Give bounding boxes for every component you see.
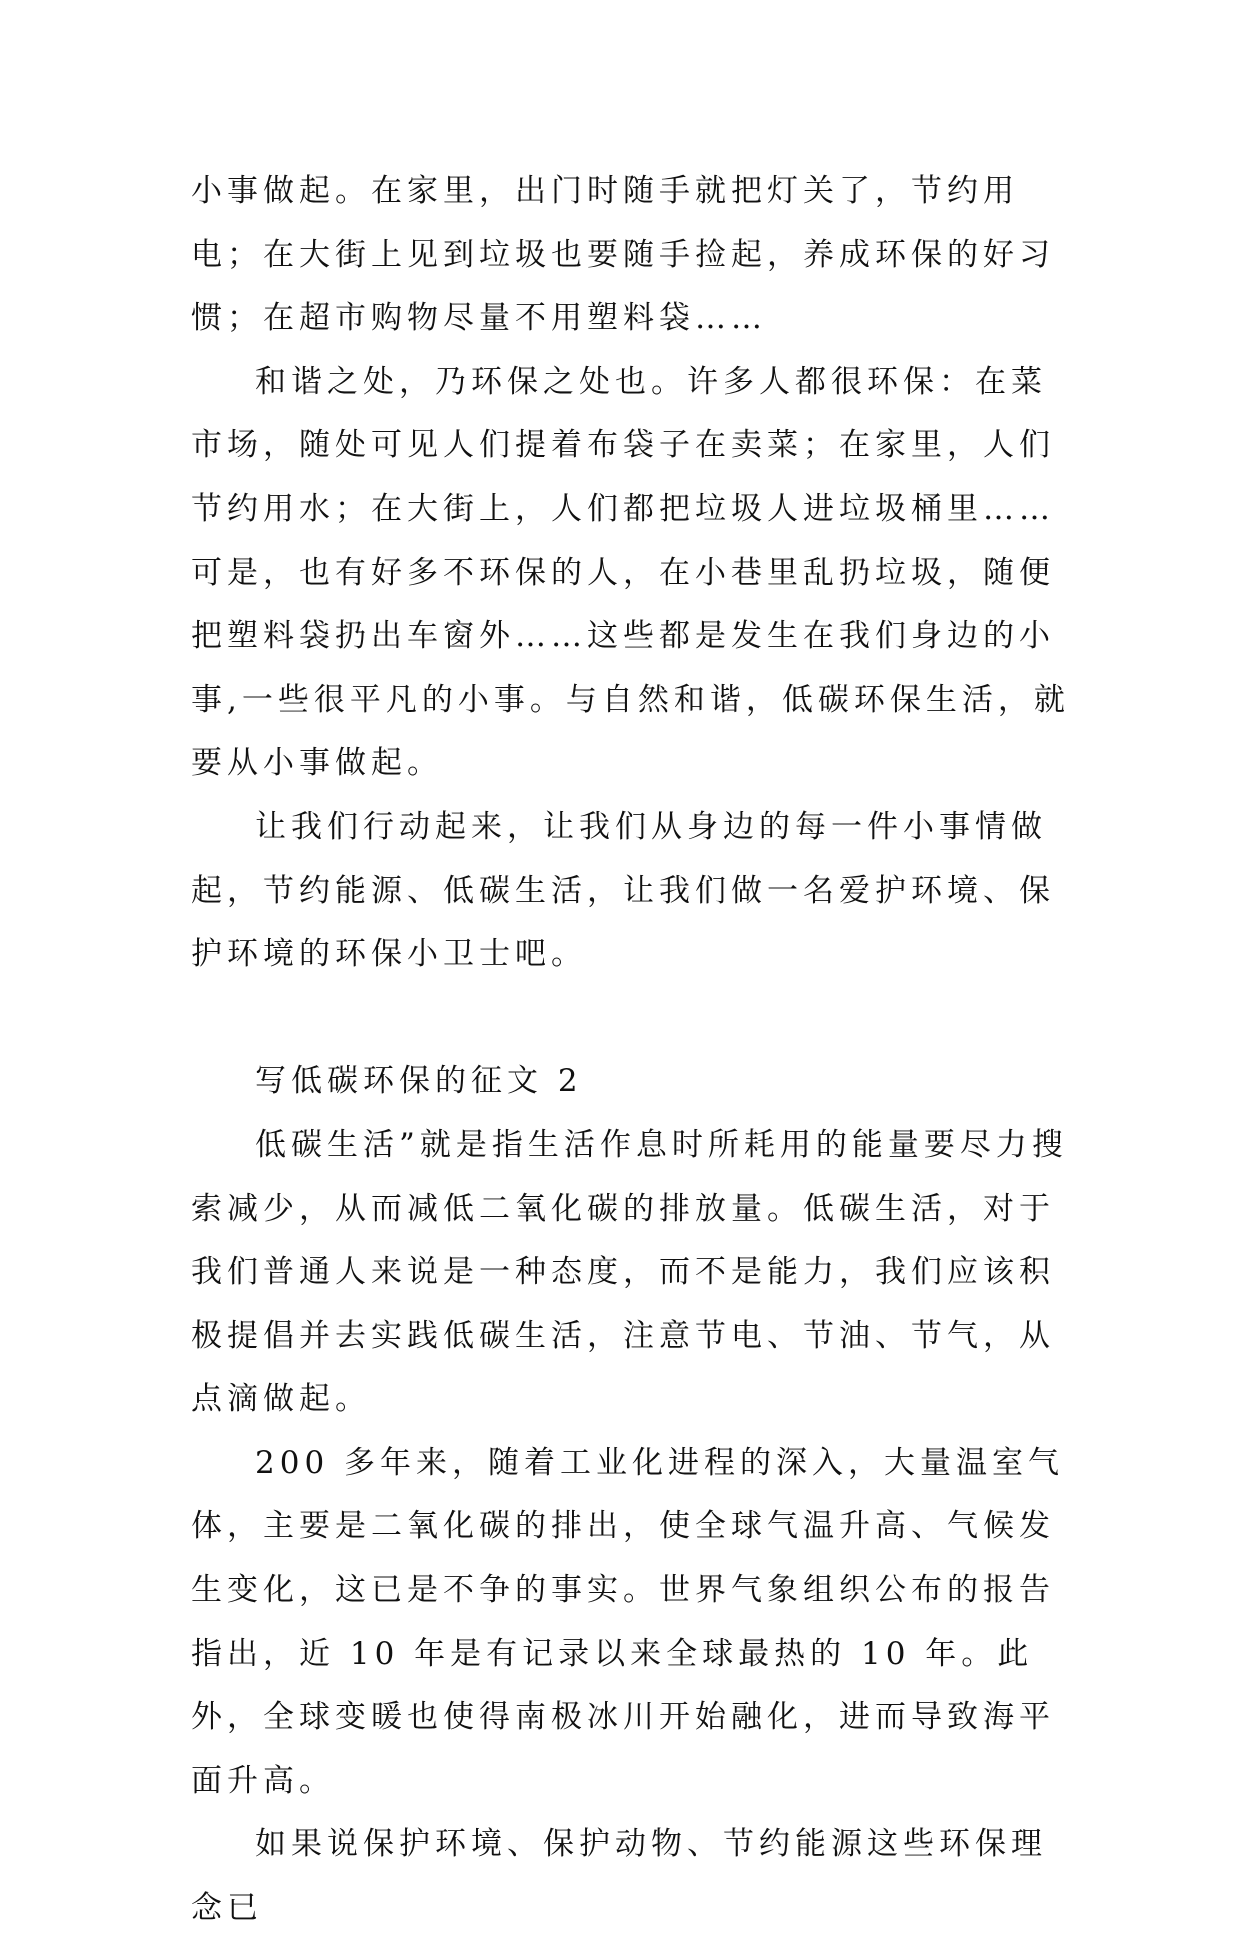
paragraph-environment-concepts: 如果说保护环境、保护动物、节约能源这些环保理念已 [191,1826,1047,1927]
section-spacer [191,987,1071,1051]
paragraph-low-carbon-definition: 低碳生活”就是指生活作息时所耗用的能量要尽力搜索减少，从而减低二氧化碳的排放量。低碳生活，对于我们普通人来说是一种态度，而不是能力，我们应该积极提倡并去实践低碳生活，注意节电、节油、节气，从点滴做起。 [191,1126,1068,1418]
paragraph-continuation: 小事做起。在家里，出门时随手就把灯关了，节约用电；在大街上见到垃圾也要随手捡起，养成环保的好习惯；在超市购物尽量不用塑料袋…… [191,173,1055,337]
paragraph-call-to-action: 让我们行动起来，让我们从身边的每一件小事情做起，节约能源、低碳生活，让我们做一名爱护环境、保护环境的环保小卫士吧。 [191,808,1055,973]
document-body [191,160,1071,1941]
section-heading: 写低碳环保的征文 2 [255,1063,583,1100]
paragraph-harmony: 和谐之处，乃环保之处也。许多人都很环保：在菜市场，随处可见人们提着布袋子在卖菜；在家里，人们节约用水；在大街上，人们都把垃圾人进垃圾桶里……可是，也有好多不环保的人，在小巷里乱扔垃圾，随便把塑料袋扔出车窗外……这些都是发生在我们身边的小事,一些很平凡的小事。与自然和谐，低碳环保生活，就要从小事做起。 [191,363,1070,782]
paragraph-industrialization: 200 多年来，随着工业化进程的深入，大量温室气体，主要是二氧化碳的排出，使全球气温升高、气候发生变化，这已是不争的事实。世界气象组织公布的报告指出，近 10 年是有记录以来全球最热的 10 年。此外，全球变暖也使得南极冰川开始融化，进而导致海平面升高。 [191,1444,1065,1799]
